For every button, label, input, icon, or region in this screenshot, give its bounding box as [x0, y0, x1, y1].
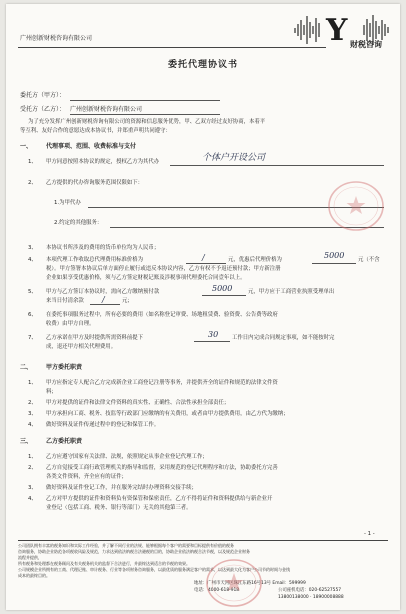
- clause-1-5-line-2: 来当日付清余款: [46, 298, 84, 304]
- footer-fax: 公司座机电话：020-62527557: [278, 588, 342, 593]
- company-logo: [292, 6, 396, 50]
- footer-note-line: 公司规模企业所拥有的工商、代理记账、审计税务、行业等各项财务咨询服务，以最优质的服务满足客户的需求，以达到最大化为客户公司节约时间与金钱: [18, 567, 290, 572]
- handwritten-balance: /: [102, 295, 105, 304]
- clause-2-1-number: 1、: [28, 380, 37, 386]
- section-2-heading: 甲方委托职责: [46, 364, 83, 371]
- clause-1-4-line-1b: 元，优惠后代理价格为: [228, 257, 282, 263]
- section-1-number: 一、: [20, 143, 33, 150]
- handwritten-standard-price: /: [202, 253, 205, 262]
- clause-2-3-line-1: 甲方承担向工商、税务、技监等行政部门应缴纳的有关费用，或者由甲方提供费用，由乙方代为缴纳；: [46, 411, 289, 417]
- clause-3-2-number: 2、: [28, 465, 37, 471]
- footer-note-line: 成本的最终目的。: [18, 573, 50, 578]
- clause-1-6-number: 6、: [28, 312, 37, 318]
- handwritten-service-item: 个体户开设公司: [202, 153, 266, 163]
- handwritten-discount-price: 5000: [324, 251, 345, 260]
- document-page: [6, 4, 400, 610]
- clause-2-4-line-1: 做好资料及证件传递过程中的登记和保管工作。: [46, 422, 160, 428]
- clause-3-4-line-2: 业登记（包括工商、税务、银行等部门）无关的其他第三者。: [46, 505, 192, 511]
- clause-1-4-line-1a: 本项代理工作收取总代理费用标准价格为: [46, 257, 144, 263]
- clause-1-5-line-1b: 元，甲方应于工商营业执照受理单出: [248, 289, 335, 295]
- party-b-value: 广州创新财税咨询有限公司: [70, 106, 143, 113]
- clause-1-4-line-2: 税）。甲方签署本协议后单方面停止履行或违反本协议内容，乙方有权不予返还预付款；甲方新注册: [46, 266, 281, 272]
- clause-1-5-line-2b: 元；: [122, 298, 133, 304]
- clause-1-5-fill-line-2: [90, 304, 120, 305]
- page-number: - 1 -: [364, 531, 375, 537]
- clause-1-7-number: 7、: [28, 335, 37, 341]
- clause-2-1-line-1: 甲方应指定专人配合乙方完成新企业工商登记注册等事务，并提供齐全的证件和规范的法律文件资: [46, 380, 278, 386]
- clause-2-3-number: 3、: [28, 411, 37, 417]
- section-1-heading: 代理事项、范围、收费标准与支付: [46, 143, 137, 150]
- footer-note-line: 流程并提供，: [18, 555, 42, 560]
- clause-1-3-text: 本协议书所涉及的费用的货币单位均为人民币；: [46, 245, 160, 251]
- clause-3-4-line-1: 乙方对甲方提供的证件和资料负有资保管和保密责任，乙方不得将证件和资料提供给与新企业开: [46, 496, 273, 502]
- clause-1-2-sub-1: 1.为甲代办: [54, 200, 81, 206]
- logo-letter: Y: [326, 13, 348, 48]
- clause-1-4-line-1c: 元（不含: [358, 257, 380, 263]
- clause-1-7-fill-line: [194, 341, 230, 342]
- footer-phone: 4000-618-918: [208, 588, 240, 593]
- clause-1-7-line-1a: 乙方承诺在甲方及时提供所需资料前提下: [46, 335, 144, 341]
- intro-line-1: 为了充分发挥广州创新财税咨询有限公司的资源和信息服务优势，甲、乙双方经过友好协商，本着平: [28, 119, 266, 125]
- footer-note-line: 公司团队拥有丰富的税务知识和实际工作经验，并了解不同行业的法规、能够根据每个客户的需要和目标提供有价值的税务: [18, 543, 234, 548]
- clause-1-7-line-2: 成，退还甲方相关代理费用。: [46, 344, 117, 350]
- seal-star-icon: [347, 196, 366, 214]
- clause-1-2-number: 2、: [28, 180, 37, 186]
- section-3-heading: 乙方委托职责: [46, 438, 83, 445]
- clause-2-4-number: 4、: [28, 422, 37, 428]
- clause-2-2-number: 2、: [28, 400, 37, 406]
- clause-1-5-fill-line: [202, 295, 246, 296]
- clause-1-5-line-1a: 甲方与乙方签订本协议时，需向乙方缴纳预付款: [46, 289, 160, 295]
- clause-3-1-line-1: 乙方应遵守国家有关法律、法规，依照规定从事企业登记代理工作；: [46, 454, 208, 460]
- document-title: 委托代理协议书: [167, 60, 238, 70]
- clause-1-1-text: 甲方同意按照本协议的规定，授权乙方为其代办: [46, 159, 160, 165]
- footer-note-line: 咨询服务，协助企业防范各项税收风险及规范，力求达到依法纳税合法避税的目的，协助企业依法纳税合法节税，以及规范企业财务: [18, 549, 250, 554]
- party-b-label: 受托方（乙方）：: [20, 106, 66, 113]
- company-seal-bottom: [202, 555, 266, 610]
- clause-3-2-line-2: 各类文件资料，齐全应有的证件；: [46, 474, 127, 480]
- clause-3-2-line-1: 乙方自觉接受工商行政管理机关的指导和监督，采用规范的登记代理程序和方法，协助委托方完善: [46, 465, 278, 471]
- footer-mobile: 13800138000 · 18900008888: [278, 595, 344, 600]
- clause-3-1-number: 1、: [28, 454, 37, 460]
- clause-1-1-fill-line: [170, 165, 384, 166]
- seal-star-icon: [225, 573, 244, 591]
- clause-1-3-number: 3、: [28, 245, 37, 251]
- party-a-label: 委托方（甲方）：: [20, 92, 66, 99]
- clause-2-2-line-1: 甲方对提供的证件和法律文件资料的真实性、正确性、合法性承担全部责任；: [46, 400, 230, 406]
- intro-line-2: 等互利、友好合作的意愿达成本协议书，并郑重声明共同遵守：: [20, 128, 171, 134]
- clause-1-7-line-1b: 工作日内完成合同规定事项，如不能按时完: [232, 335, 335, 341]
- handwritten-working-days: 30: [208, 330, 219, 339]
- party-a-line: [70, 100, 220, 101]
- footer-rule: [18, 540, 388, 541]
- clause-1-4-fill-line-1: [186, 263, 226, 264]
- clause-1-5-number: 5、: [28, 289, 37, 295]
- header-company-name: 广州创新财税咨询有限公司: [20, 35, 93, 42]
- footer-phone-label: 电话：: [194, 588, 208, 593]
- clause-1-4-number: 4、: [28, 257, 37, 263]
- clause-2-1-line-2: 料；: [46, 389, 57, 395]
- clause-3-3-number: 3、: [28, 485, 37, 491]
- handwritten-prepayment: 5000: [212, 284, 233, 293]
- clause-1-2-sub-2: 2.约定的其他服务：: [54, 220, 103, 226]
- footer-address: 地址：广州市天河区珠江东路16号13号 Email：599999: [194, 581, 306, 586]
- clause-1-1-number: 1、: [28, 159, 37, 165]
- company-seal-top: [324, 176, 388, 236]
- clause-1-6-line-2: 收费）由甲方自理。: [46, 321, 95, 327]
- header-rule: [18, 47, 326, 48]
- section-2-number: 二、: [20, 364, 33, 371]
- logo-brand-text: 财税咨询: [350, 40, 382, 49]
- clause-3-4-number: 4、: [28, 496, 37, 502]
- clause-1-4-line-3: 企业如果享受优惠价格，须与乙方签定财税记账及涉税事项代理委托合同壹年以上。: [46, 275, 246, 281]
- clause-1-4-fill-line-2: [312, 263, 356, 264]
- clause-3-3-line-1: 做好资料及证件登记工作，并在服务完结时办理资料交接手续；: [46, 485, 197, 491]
- clause-1-2-text: 乙方提供的代办咨询服务范围仅限如下：: [46, 180, 144, 186]
- clause-1-6-line-1: 在委托事项服务过程中，所有必要的费用（如名称登记审费、场地租赁费、验资费、公告费等政府: [46, 312, 278, 318]
- party-b-line: [70, 114, 220, 115]
- footer-note-line: 所有税务和处理都在税务顾问及有关税务机关的监督下合法进行，并最终达到适合的节税的效果。: [18, 561, 190, 566]
- section-3-number: 三、: [20, 438, 33, 445]
